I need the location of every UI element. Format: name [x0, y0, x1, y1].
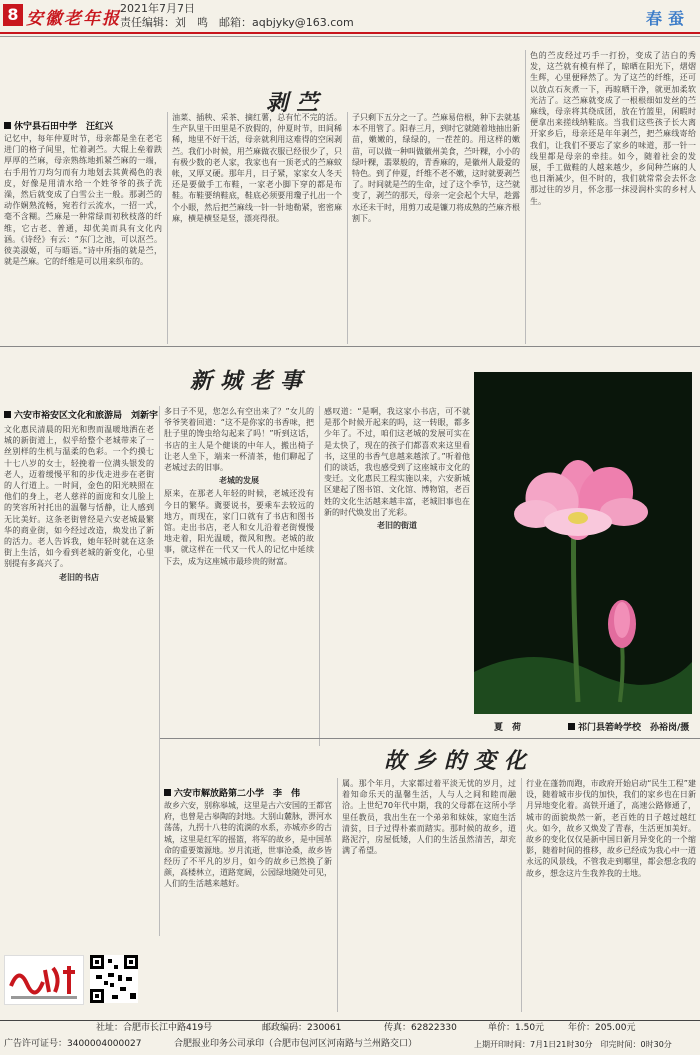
article3-byline-text: 六安市解放路第二小学 李 伟 [174, 789, 301, 799]
article2-col2-text: 多日子不见，您怎么有空出来了？”女儿的爷爷笑着回道：“这不是你家的书香味，把肚子里的馋虫给勾起来了吗！”听到这话，书店的主人是个健谈的中年人，搬出椅子让老人坐下，端来一杯清茶，他们聊起了老城过去的旧事。 [164, 407, 314, 473]
qr-code[interactable] [90, 955, 138, 1003]
footer-fax: 传真：62822330 [384, 1023, 457, 1033]
lotus-flower-icon [474, 372, 692, 714]
article1-byline-text: 休宁县石田中学 汪红兴 [14, 122, 114, 132]
qr-code-icon [90, 955, 138, 1003]
footer-postcode: 邮政编码：230061 [262, 1023, 342, 1033]
article2-col2 [164, 406, 314, 746]
byline-square-icon [4, 411, 11, 418]
article3-byline [164, 786, 300, 799]
photo-credit-text: 祁门县箬岭学校 孙裕岗/摄 [578, 723, 690, 733]
column-divider [337, 778, 338, 1012]
header-meta [120, 2, 354, 30]
issue-date: 2021年7月7日 [120, 2, 195, 15]
article3-col3: 行业在蓬勃而跑，市政府开始启动“民生工程”建设，随着城市步伐的加快，我们的家乡也在日新月异地变化着。高铁开通了，高速公路修通了，城市的面貌焕然一新，老百姓的日子越过越红火。如今，故乡又焕发了青春，生活更加美好。故乡的变化仅仅是新中国日新月异变化的一个缩影，随着时间的推移，故乡已经成为我心中一道永远的风景线，不管我走到哪里，都会想念我的故乡，想念这片生我养我的土地。 [526, 779, 696, 878]
article2-col1-text: 文化惠民清晨的阳光和煦而温暖地洒在老城的新街道上，似乎给整个老城带来了一丝别样的生机与温柔的色彩。一个约摸七十七八岁的女士，轻挽着一位满头银发的老人，迈着缓慢平和的步伐走进步在老街的人行道上。一时间，金色的阳光映照在他们的身上，老人慈祥的面庞和女儿脸上的笑容所衬托出的温馨与恬静，让人感到无比美好。这条老街曾经是六安老城最繁华的商业街，如今经过改造，焕发出了新的活力。老人告诉我，她年轻时就在这条街上生活，如今看到老城的新变化，心里别提有多高兴了。 [4, 425, 154, 569]
article1-title: 剥苎 [266, 90, 327, 116]
footer-annual: 年价：205.00元 [568, 1023, 636, 1033]
article3-title: 故乡的变化 [384, 748, 535, 774]
article2-col1 [4, 424, 154, 934]
article1-byline [4, 119, 113, 132]
header-rule [0, 32, 700, 34]
article1-col2: 油菜、插秧、采茶、摘红薯，总有忙不完的活。生产队里干田里是不放假的，仲夏时节，田间稀稀，地里不好干活，母亲就利用这难得的空闲剥苎。我们小时候，用苎麻做衣服已经很少了，只有极少数的老人家，我家也有一顶老式的苎麻蚊帐，又厚又硬。那年月，日子紧，家家女人冬天还是要做手工布鞋，一家老小脚下穿的都是布鞋。布鞋要纳鞋底，鞋底必须要用瓊子扎出一个个小眼，然后把苎麻线一针一针地勒紧，密密麻麻，横是横竖是竖，漂亮得很。 [172, 113, 342, 223]
article1-col4: 色的苎皮经过巧手一打扮，变成了洁白的秀发，这苎就有模有样了，晾晒在阳光下，熠熠生辉，心里便释然了。为了这苎的纤维，还可以放点石灰煮一下，再晾晒干净，就更加柔软光洁了。这苎麻就变成了一根根细如发丝的苎麻线，母亲将其绕成团，放在竹篮里，闲暇时便拿出来搓线纳鞋底。当我们这些孩子长大离开家乡后，母亲还是年年剥苎，把苎麻线寄给我们，让我们不要忘了家乡的味道，那一针一线里都是母亲的牵挂。如今，随着社会的发展，手工做鞋的人越来越少，乡间种苎麻的人也日渐减少，但不时的，我们就常常会去怀念那过往的岁月，怀念那一抹浸润朴实的乡村人生。 [530, 51, 696, 206]
article1-col1: 记忆中，每年仲夏时节，母亲都是坐在老宅进门的格子间里，忙着剥苎。大辊上垒着跌厚厚的苎麻，母亲熟练地抓紧苎麻的一端，右手用竹刀均匀而有力地划去其黄褐色的表皮，好像是用清水给一个姓爷爷的孩子洗澡，然后就变成了白雪公主一般。那剥苎的动作娴熟流畅，宛若行云流水，一招一式，毫不含糊。苎麻是一种常绿而初秋枝落的纤维，它古老、普通，却优美而具有文化内涵。《诗经》有云：“东门之池，可以沤苎。彼美淑姬，可与晤语。”诗中所指的就是苎，就是苎麻。它的纤维是可以用来织布的。 [4, 134, 162, 267]
section-divider [160, 738, 700, 739]
byline-square-icon [4, 122, 11, 129]
column-divider [167, 112, 168, 344]
masthead: 安徽老年报 [26, 9, 121, 29]
header-rule-thin [0, 36, 700, 37]
column-divider [159, 406, 160, 936]
page-header [0, 0, 700, 44]
column-name: 春蚕 [645, 9, 690, 28]
editor-info: 责任编辑：刘 鸣 邮箱：aqbjyky@163.com [120, 16, 354, 29]
article2-subhead-development: 老城的发展 [219, 476, 259, 486]
article1-col3: 子只剩下五分之一了。苎麻易倍根，种下去就基本不用管了。阳春三月，到时它就随着地抽出新苗，嫩嫩的，绿绿的，一茬茬的。用这样的嫩苗，可以做一种叫做徽州美食，苎叶粿，小小的绿叶粿，翡翠般的，青香麻的，是徽州人最爱的特色。到了仲夏，纤维不老不嫩，这时就要剥苎了。时间就是苎的生命，过了这个季节，这苎就变了，剥苎的那天，母亲一定会起个大早，趁露水还未干时，用剪刀或是镰刀将成熟的苎麻齐根割下。 [352, 113, 520, 223]
page-footer [0, 1020, 700, 1055]
byline-square-icon [568, 723, 575, 730]
article2-col4-text: 原来，在那老人年轻的时候，老城还没有今日的繁华。冀要说书，要乘车去较远的地方，而现在，家门口就有了书店和图书馆。走出书店，老人和女儿沿着老街慢慢地走着，阳光温暖，微风和煦。老城的故事，就这样在一代又一代人的记忆中延续下去，成为这座城市最珍贵的财富。 [164, 489, 314, 566]
article2-col3 [324, 406, 470, 746]
article2-col3-text: 感叹道：“是啊，我这家小书店，可不就是那个时候开起来的吗，这一转眼，都多少年了。不过，咱们这老城的发展可实在是太快了，现在的孩子们都喜欢来这里看书，这里的书香气息越来越浓了。”听着他们的谈话，我也感受到了这座城市文化的变迁。文化惠民工程实施以来，六安新城区建起了图书馆、文化馆、博物馆，老百姓的文化生活越来越丰富，老城旧事也在新的时代焕发出了光彩。 [324, 407, 470, 517]
byline-square-icon [164, 789, 171, 796]
column-divider [525, 50, 526, 344]
footer-deadline: 上期开印时间：7月1日21时30分 印完时间：0时30分 [474, 1040, 672, 1049]
column-divider [319, 406, 320, 746]
calligraphy-logo-icon [5, 956, 83, 1004]
article2-byline [4, 408, 158, 421]
photo-credit [568, 720, 689, 733]
article2-subhead-street: 老旧的街道 [377, 521, 417, 531]
section-divider [0, 346, 700, 347]
footer-license: 广告许可证号：3400004000027 [4, 1039, 142, 1049]
footer-printer: 合肥报业印务公司承印（合肥市包河区河南路与兰州路交口） [174, 1039, 418, 1049]
column-divider [521, 778, 522, 1012]
page-number: 8 [3, 4, 23, 26]
footer-price: 单价：1.50元 [488, 1023, 545, 1033]
footer-address: 社址：合肥市长江中路419号 [96, 1023, 213, 1033]
article2-title: 新城老事 [190, 368, 311, 394]
publisher-logo [4, 955, 84, 1005]
lotus-photo [474, 372, 692, 714]
article2-byline-text: 六安市裕安区文化和旅游局 刘新宇 [14, 411, 159, 421]
photo-caption: 夏 荷 [494, 723, 522, 733]
article3-col2: 属。那个年月，大家都过着平淡无忧的岁月，过着知命乐天的温馨生活，人与人之间和睦而融洽。上世纪70年代中期，我的父母都在这所小学里任教员，我出生在一个弟弟和妹妹，家庭生活清贫，日子过得朴素而踏实。那时候的故乡，道路泥泞，房屋低矮，人们的生活虽然清苦，却充满了希望。 [342, 779, 516, 856]
column-divider [347, 112, 348, 344]
article3-col1: 故乡六安，别称皋城，这里是古六安国的王都官府，也曾是古皋陶的封地。大别山麓脉，淠河水荡荡，九拐十八巷的流淌的水系，亦城亦乡的古城，这里是红军的摇篮，将军的故乡，是中国革命的重要策源地。岁月流逝，世事沧桑，故乡皆经历了不平凡的岁月，如今的故乡已然换了新颜，高楼林立，道路宽阔，公园绿地随处可见，人们的生活越来越好。 [164, 801, 332, 889]
article2-subhead-bookstore: 老旧的书店 [59, 572, 99, 582]
